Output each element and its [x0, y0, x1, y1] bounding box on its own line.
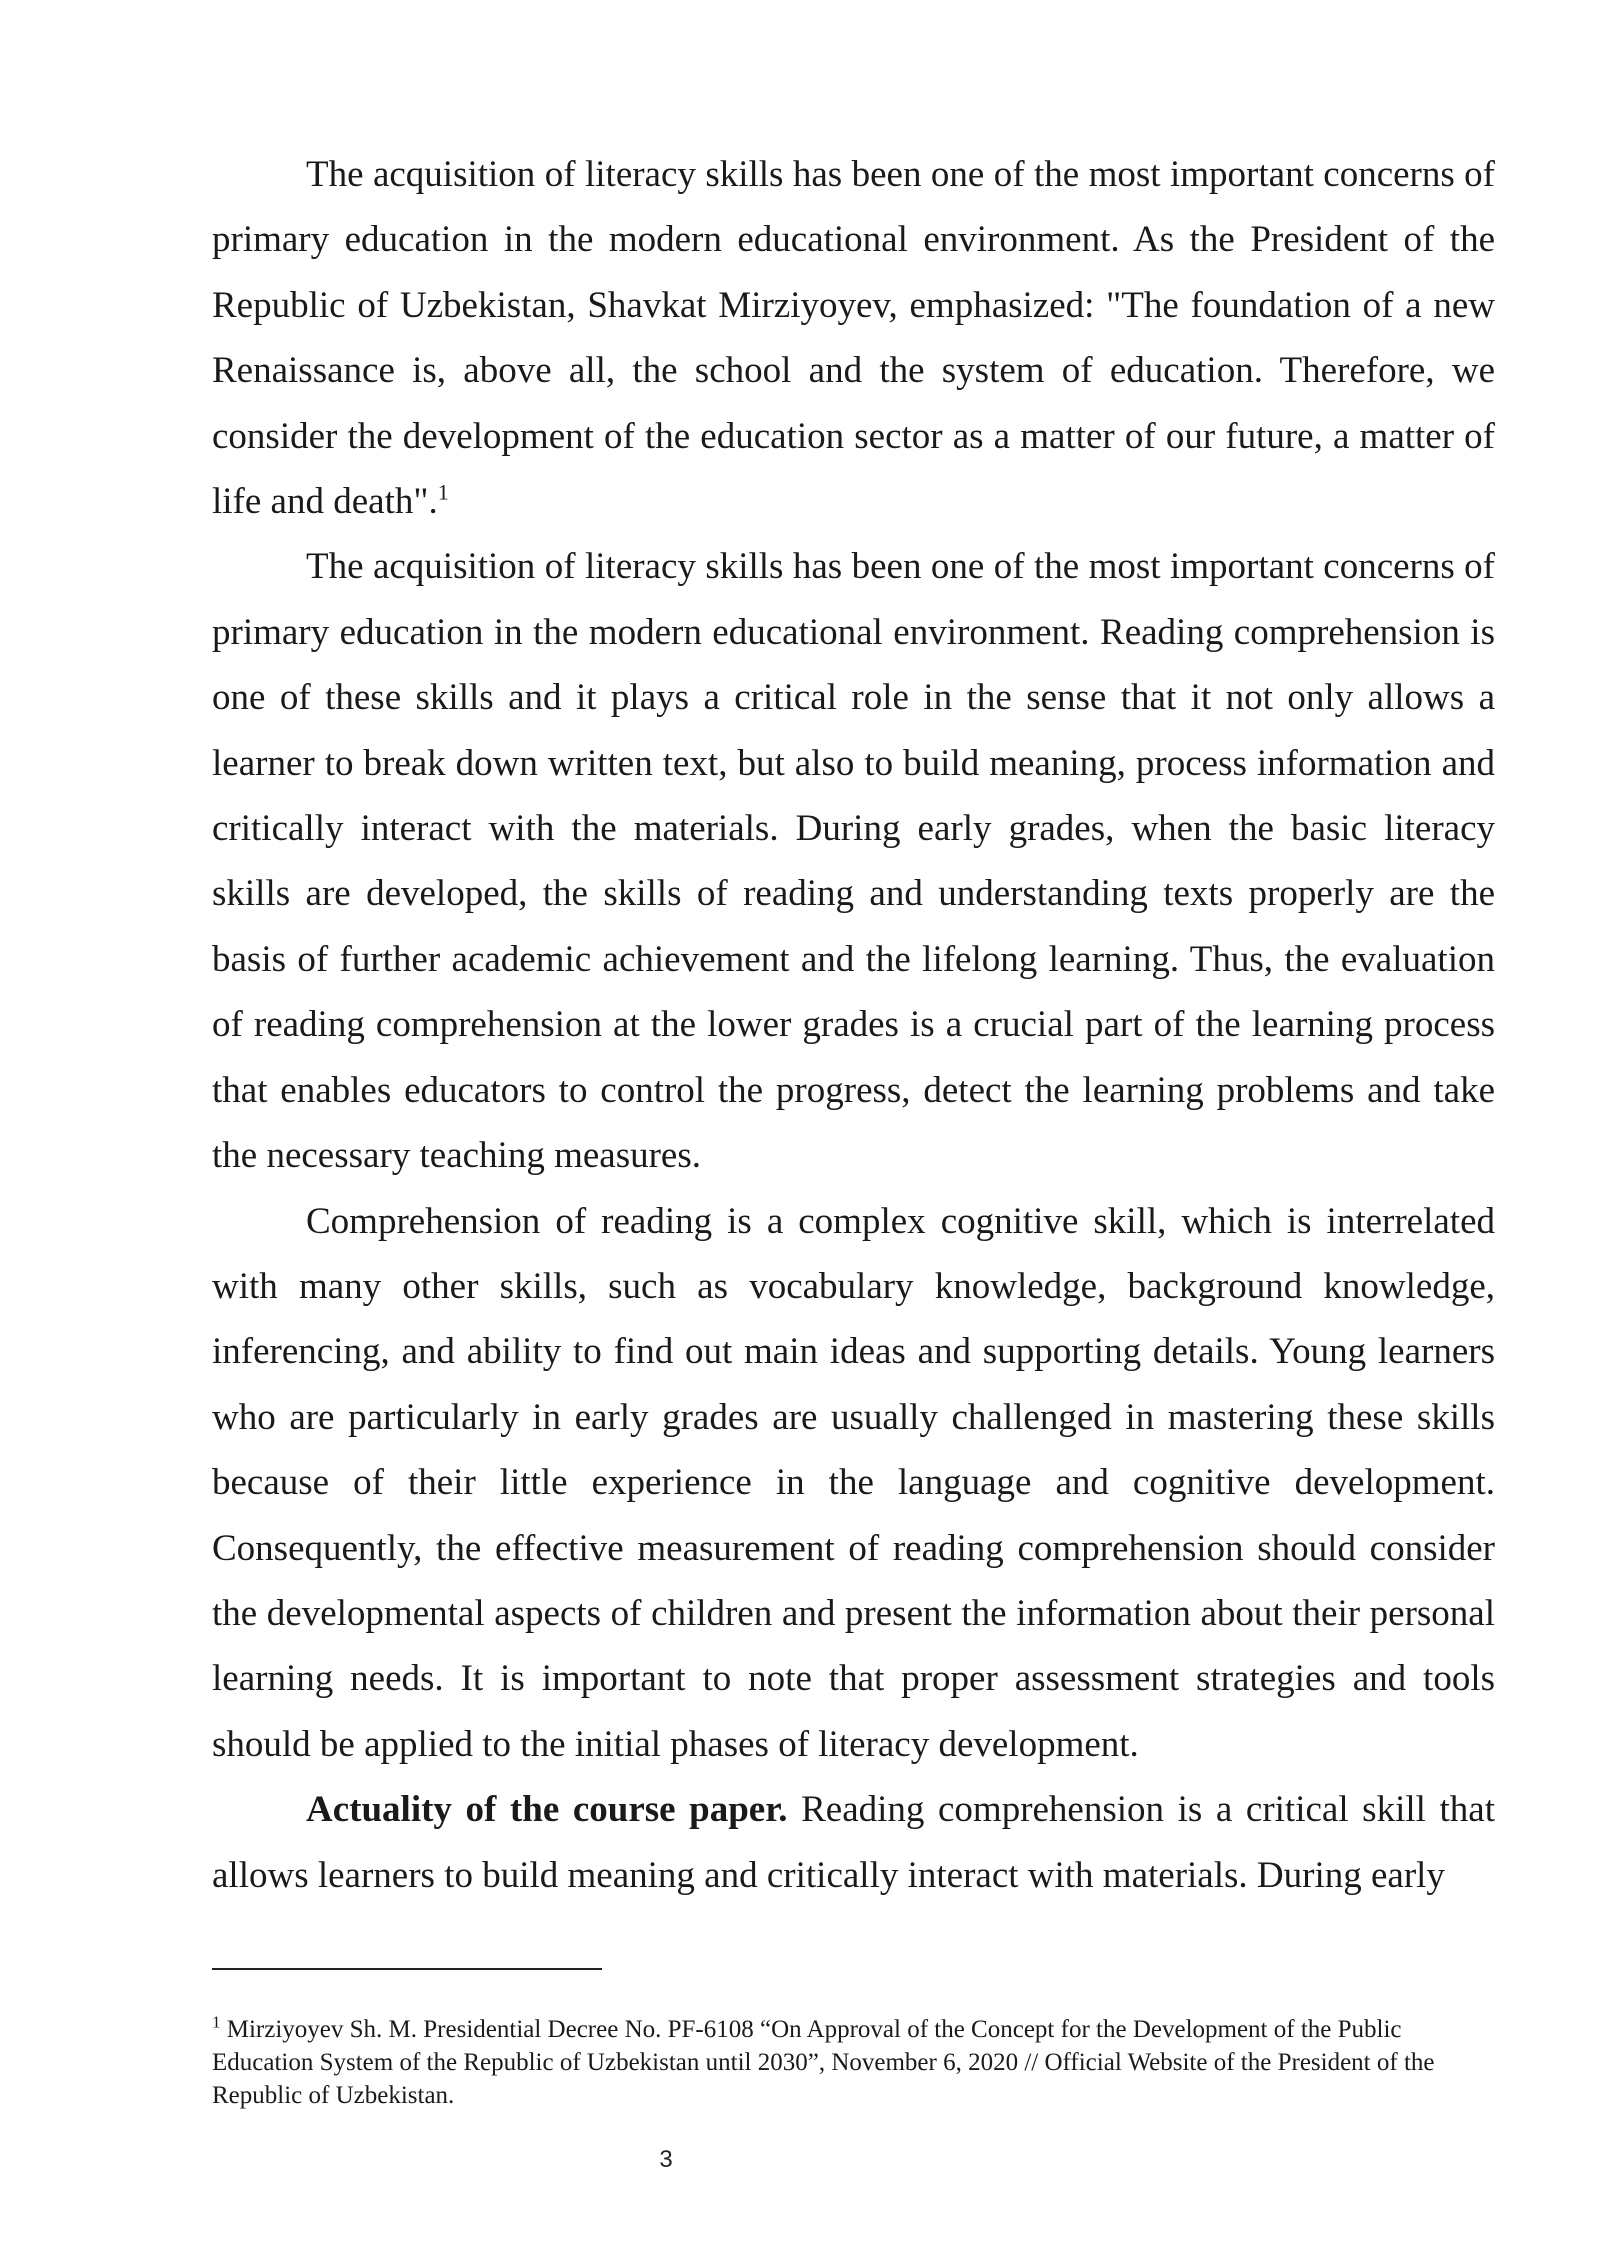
footnote-separator: [212, 1968, 602, 1970]
section-lead-heading: Actuality of the course paper.: [306, 1789, 788, 1831]
footnote: [212, 2013, 1495, 2112]
paragraph-2-text: The acquisition of literacy skills has been one of the most important concerns of primary education in the modern educational environment. Reading comprehension is one of these skills and it plays a critical role in the sense that it not only allows a learner to break down written text, but also to build meaning, process information and critically interact with the materials. During early grades, when the basic literacy skills are developed, the skills of reading and understanding texts properly are the basis of further academic achievement and the lifelong learning. Thus, the evaluation of reading comprehension at the lower grades is a crucial part of the learning process that enables educators to control the progress, detect the learning problems and take the necessary teaching measures.: [212, 546, 1495, 1177]
footnote-number: 1: [212, 2012, 221, 2032]
paragraph-2: [212, 534, 1495, 1188]
paragraph-1: [212, 142, 1495, 534]
footnote-reference: 1: [437, 479, 449, 505]
paragraph-3: [212, 1189, 1495, 1778]
paragraph-1-text: The acquisition of literacy skills has been one of the most important concerns of primary education in the modern educational environment. As the President of the Republic of Uzbekistan, Shavkat Mirziyoyev, emphasized: "The foundation of a new Renaissance is, above all, the school and the system of education. Therefore, we consider the development of the education sector as a matter of our future, a matter of life and death".: [212, 154, 1495, 523]
body-text: [212, 142, 1495, 1908]
page-number: 3: [659, 2146, 673, 2173]
paragraph-4-text: Reading comprehension is a critical skill that allows learners to build meaning and critically interact with materials. During early: [212, 1789, 1495, 1896]
footnote-text: Mirziyoyev Sh. M. Presidential Decree No. PF-6108 “On Approval of the Concept for the Development of the Public Education System of the Republic of Uzbekistan until 2030”, November 6, 2020 // Official Website of the President of the Republic of Uzbekistan.: [212, 2016, 1435, 2109]
paragraph-4: [212, 1777, 1495, 1908]
paragraph-3-text: Comprehension of reading is a complex cognitive skill, which is interrelated with many other skills, such as vocabulary knowledge, background knowledge, inferencing, and ability to find out main ideas and supporting details. Young learners who are particularly in early grades are usually challenged in mastering these skills because of their little experience in the language and cognitive development. Consequently, the effective measurement of reading comprehension should consider the developmental aspects of children and present the information about their personal learning needs. It is important to note that proper assessment strategies and tools should be applied to the initial phases of literacy development.: [212, 1200, 1495, 1765]
